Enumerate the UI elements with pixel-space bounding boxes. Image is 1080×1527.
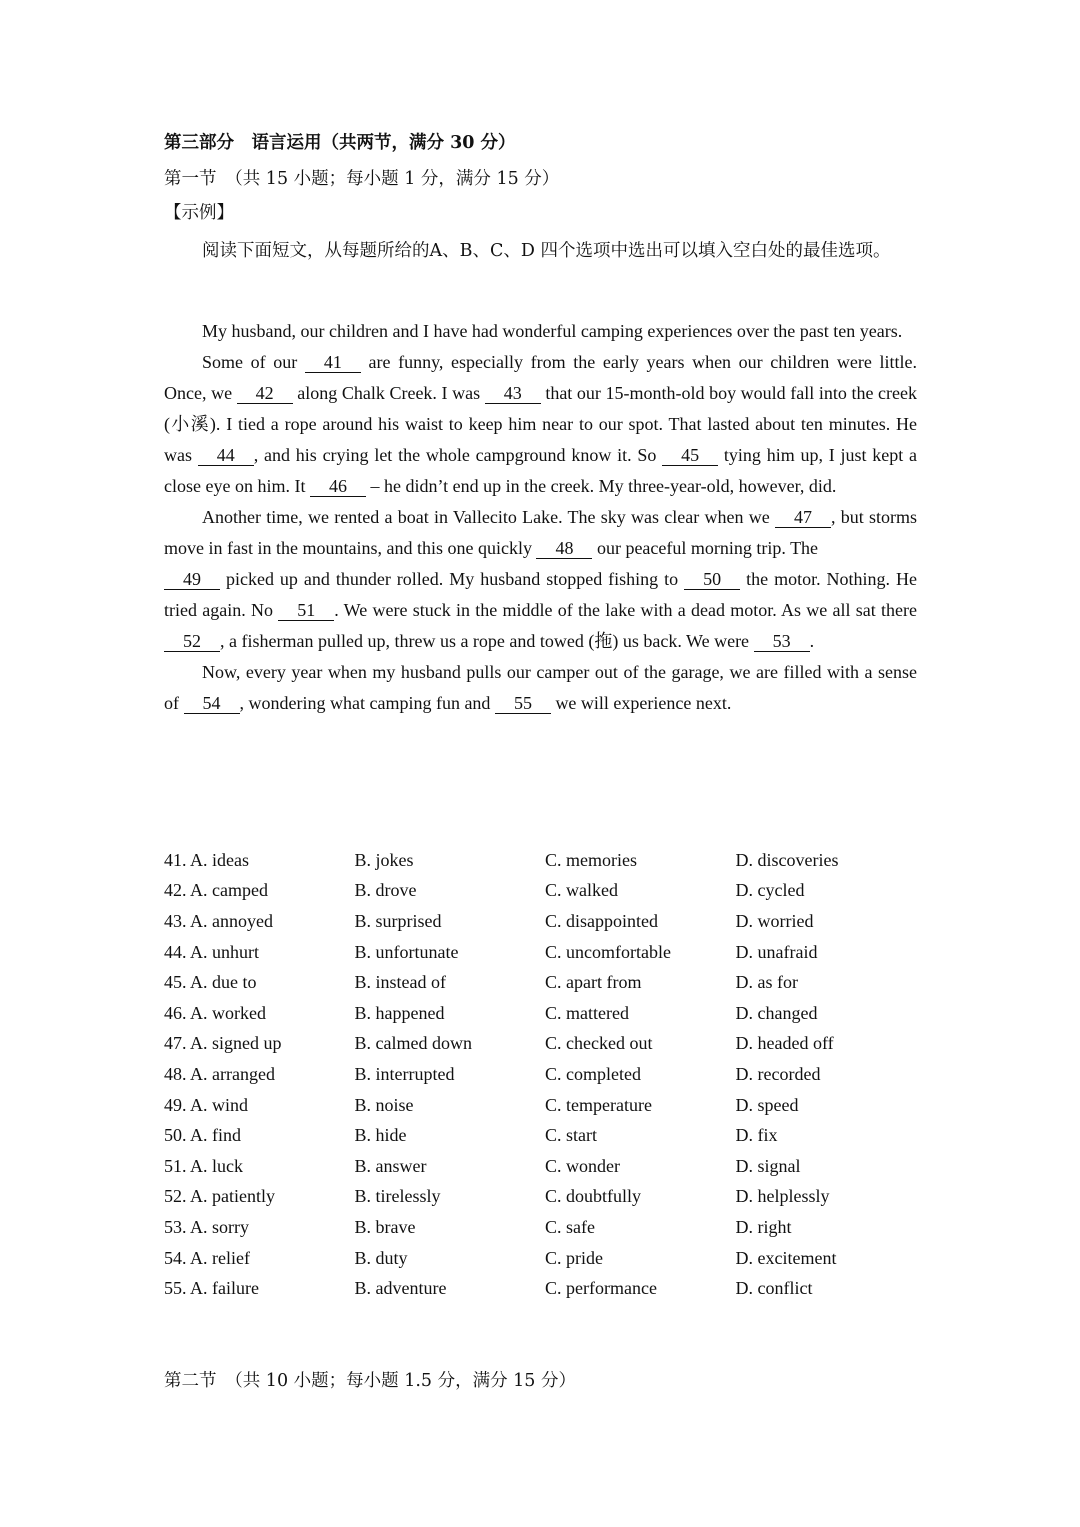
- passage-text: the motor. Nothing. He tried again. No: [164, 569, 918, 620]
- option-a: 41. A. ideas: [164, 849, 249, 870]
- option-d: D. unafraid: [735, 941, 818, 962]
- option-c: C. checked out: [545, 1033, 653, 1054]
- option-row: [164, 876, 926, 907]
- option-d: D. speed: [735, 1094, 799, 1115]
- option-a: 51. A. luck: [164, 1155, 243, 1176]
- option-d: D. worried: [735, 910, 814, 931]
- paragraph-3: [164, 502, 917, 564]
- option-c: C. safe: [545, 1216, 595, 1237]
- instruction-text: 阅读下面短文，从每题所给的A、B、C、D 四个选项中选出可以填入空白处的最佳选项。: [202, 241, 891, 261]
- option-row: [164, 1273, 926, 1304]
- option-c: C. uncomfortable: [545, 941, 671, 962]
- blank-45: 45: [662, 445, 718, 466]
- option-b: B. interrupted: [354, 1063, 455, 1084]
- passage-text: our peaceful morning trip. The: [592, 538, 819, 558]
- option-row: [164, 1120, 926, 1151]
- option-b: B. hide: [354, 1125, 407, 1146]
- option-row: [164, 1059, 926, 1090]
- paragraph-5: [164, 657, 917, 719]
- option-b: B. noise: [354, 1094, 414, 1115]
- option-b: B. jokes: [354, 849, 414, 870]
- option-a: 45. A. due to: [164, 972, 257, 993]
- option-c: C. wonder: [545, 1155, 620, 1176]
- blank-47: 47: [775, 507, 831, 528]
- option-b: B. drove: [354, 880, 417, 901]
- option-d: D. cycled: [735, 880, 805, 901]
- passage-text: picked up and thunder rolled. My husband stopped fishing to: [220, 569, 685, 589]
- section-two-heading: 第二节 （共 10 小题；每小题 1.5 分，满分 15 分）: [164, 1371, 576, 1391]
- option-c: C. start: [545, 1125, 597, 1146]
- option-a: 48. A. arranged: [164, 1063, 275, 1084]
- passage-text: , but storms move in fast in the mountains, and this one quickly: [164, 507, 918, 558]
- passage-text: Now, every year when my husband pulls our camper out of the garage, we are filled with a sense of: [164, 662, 917, 713]
- option-d: D. recorded: [735, 1063, 821, 1084]
- option-c: C. completed: [545, 1063, 641, 1084]
- option-a: 54. A. relief: [164, 1247, 250, 1268]
- option-c: C. walked: [545, 880, 618, 901]
- option-d: D. signal: [735, 1155, 801, 1176]
- answer-options: [164, 845, 926, 1304]
- option-row: [164, 967, 926, 998]
- blank-55: 55: [495, 693, 551, 714]
- blank-53: 53: [754, 631, 810, 652]
- option-c: C. disappointed: [545, 910, 658, 931]
- passage-text: are funny, especially from the early years when our children were little. Once, we: [164, 352, 917, 403]
- option-b: B. surprised: [354, 910, 442, 931]
- option-b: B. duty: [354, 1247, 408, 1268]
- option-a: 42. A. camped: [164, 880, 268, 901]
- blank-42: 42: [237, 383, 293, 404]
- option-c: C. memories: [545, 849, 637, 870]
- option-c: C. pride: [545, 1247, 603, 1268]
- option-a: 50. A. find: [164, 1125, 242, 1146]
- blank-41: 41: [305, 352, 361, 373]
- option-row: [164, 1212, 926, 1243]
- blank-50: 50: [684, 569, 740, 590]
- paragraph-2: [164, 347, 917, 502]
- option-c: C. performance: [545, 1278, 657, 1299]
- blank-51: 51: [278, 600, 334, 621]
- passage-text: , and his crying let the whole campground know it. So: [253, 445, 663, 465]
- option-row: [164, 937, 926, 968]
- option-b: B. tirelessly: [354, 1186, 441, 1207]
- option-row: [164, 1151, 926, 1182]
- passage-text: , wondering what camping fun and: [239, 693, 495, 713]
- option-d: D. conflict: [735, 1278, 813, 1299]
- option-d: D. fix: [735, 1125, 778, 1146]
- blank-49: 49: [164, 569, 220, 590]
- option-b: B. unfortunate: [354, 941, 459, 962]
- option-d: D. right: [735, 1216, 792, 1237]
- option-a: 43. A. annoyed: [164, 910, 273, 931]
- option-row: [164, 906, 926, 937]
- option-row: [164, 1090, 926, 1121]
- option-a: 53. A. sorry: [164, 1216, 249, 1237]
- option-c: C. apart from: [545, 972, 642, 993]
- option-b: B. calmed down: [354, 1033, 472, 1054]
- passage-text: that our 15-month-old boy would fall into the creek (小溪). I tied a rope around his waist to keep him near to our spot. That lasted about ten minutes. He was: [164, 383, 918, 465]
- blank-43: 43: [485, 383, 541, 404]
- passage-text: along Chalk Creek. I was: [292, 383, 485, 403]
- option-c: C. doubtfully: [545, 1186, 642, 1207]
- option-a: 49. A. wind: [164, 1094, 249, 1115]
- option-row: [164, 1029, 926, 1060]
- passage-text: .: [809, 631, 815, 651]
- option-d: D. changed: [735, 1002, 818, 1023]
- passage-text: Some of our: [202, 352, 305, 372]
- option-row: [164, 845, 926, 876]
- option-d: D. as for: [735, 972, 798, 993]
- paragraph-4: [164, 564, 917, 657]
- option-d: D. helplessly: [735, 1186, 830, 1207]
- passage-text: . We were stuck in the middle of the lake with a dead motor. As we all sat there: [334, 600, 917, 620]
- example-label: 【示例】: [164, 203, 234, 223]
- option-c: C. temperature: [545, 1094, 652, 1115]
- cloze-passage: [164, 316, 917, 719]
- option-d: D. excitement: [735, 1247, 837, 1268]
- blank-46: 46: [310, 476, 366, 497]
- option-d: D. headed off: [735, 1033, 834, 1054]
- passage-text: – he didn’t end up in the creek. My three-year-old, however, did.: [365, 476, 837, 496]
- option-row: [164, 1182, 926, 1213]
- blank-54: 54: [184, 693, 240, 714]
- option-a: 55. A. failure: [164, 1278, 259, 1299]
- option-b: B. adventure: [354, 1278, 447, 1299]
- option-b: B. brave: [354, 1216, 416, 1237]
- option-d: D. discoveries: [735, 849, 839, 870]
- option-a: 44. A. unhurt: [164, 941, 260, 962]
- passage-text: Another time, we rented a boat in Vallecito Lake. The sky was clear when we: [202, 507, 775, 527]
- part-title: 第三部分 语言运用（共两节，满分 30 分）: [164, 133, 516, 153]
- blank-44: 44: [198, 445, 254, 466]
- option-row: [164, 1243, 926, 1274]
- option-row: [164, 998, 926, 1029]
- passage-text: we will experience next.: [550, 693, 732, 713]
- blank-48: 48: [536, 538, 592, 559]
- option-a: 52. A. patiently: [164, 1186, 275, 1207]
- passage-text: , a fisherman pulled up, threw us a rope and towed (拖) us back. We were: [220, 631, 754, 651]
- option-b: B. answer: [354, 1155, 427, 1176]
- option-a: 46. A. worked: [164, 1002, 266, 1023]
- passage-text: tying him up, I just kept a close eye on him. It: [164, 445, 918, 496]
- section-one-heading: 第一节 （共 15 小题；每小题 1 分，满分 15 分）: [164, 169, 560, 189]
- option-b: B. happened: [354, 1002, 445, 1023]
- option-c: C. mattered: [545, 1002, 629, 1023]
- blank-52: 52: [164, 631, 220, 652]
- option-b: B. instead of: [354, 972, 446, 993]
- option-a: 47. A. signed up: [164, 1033, 282, 1054]
- paragraph-1: My husband, our children and I have had wonderful camping experiences over the past ten years.: [202, 321, 903, 341]
